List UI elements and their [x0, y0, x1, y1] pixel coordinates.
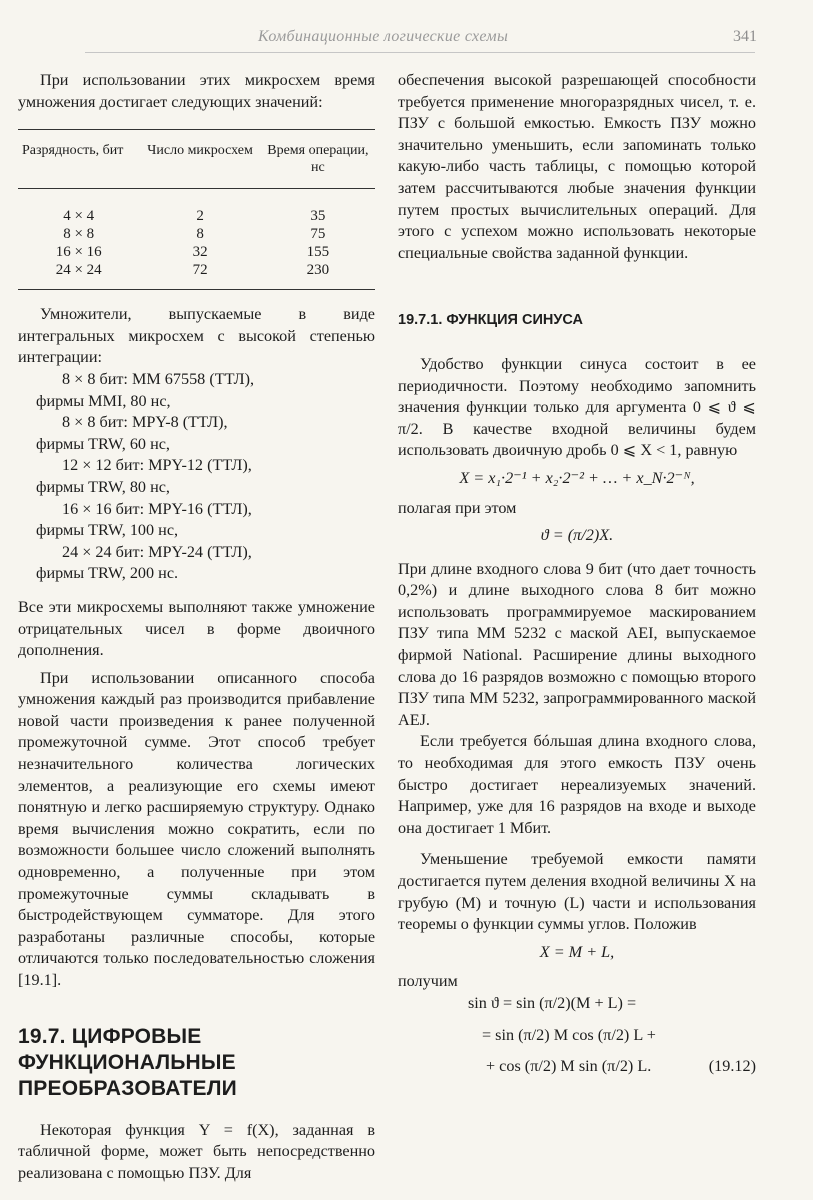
- header-rule: [85, 52, 755, 53]
- table-cell: 4 × 4: [63, 208, 95, 225]
- equation-angle: ϑ = (π/2)X.: [540, 526, 614, 545]
- paragraph: Умножители, выпускаемые в виде интегральных микросхем с высокой степенью интеграции:: [18, 305, 375, 367]
- chip-spec: 8 × 8 бит: MM 67558 (ТТЛ),: [62, 369, 255, 388]
- chip-list: [18, 369, 375, 585]
- table-cell: 35: [310, 208, 326, 225]
- paragraph: При длине входного слова 9 бит (что дает точность 0,2%) и длине выходного слова 8 бит можно использовать программируемое маскированием ПЗУ типа MM 5232 с маской AEI, выпускаемое фирмой National. Расширение длины выходного слова до 16 разрядов возможно с помощью второго ПЗУ типа MM 5232, запрограммированного маской AEJ.: [398, 559, 756, 729]
- chip-firm: фирмы TRW, 200 нс.: [36, 564, 179, 583]
- chip-firm: фирмы TRW, 100 нс,: [36, 521, 179, 540]
- table-cell: 72: [192, 262, 208, 279]
- table-cell: 8 × 8: [63, 226, 95, 243]
- table-cell: 8: [196, 226, 204, 243]
- column-header-bits: Разрядность, бит: [18, 130, 139, 189]
- equation-split: X = M + L,: [539, 942, 615, 961]
- equation-line: sin ϑ = sin (π/2)(M + L) =: [468, 993, 637, 1012]
- equation-binary-fraction: X = x₁·2⁻¹ + x₂·2⁻² + … + x_N·2⁻ᴺ,: [459, 468, 695, 487]
- paragraph: При использовании описанного способа умножения каждый раз производится прибавление новой части произведения к ранее полученной промежуточной сумме. Этот способ требует незначительного количества логических элементов, а реализующие его схемы имеют понятную и легко расширяемую структуру. Однако время вычисления можно сократить, если по возможности большее число сложений выполнять одновременно, а полученные при этом промежуточные суммы складывать в быстродействующем сумматоре. Для этого разработаны различные способы, которые отличаются только последовательностью сложения [19.1].: [18, 668, 375, 989]
- table-cell: 75: [310, 226, 326, 243]
- chip-firm: фирмы MMI, 80 нс,: [36, 391, 171, 410]
- chip-firm: фирмы TRW, 60 нс,: [36, 434, 170, 453]
- table-cell: 32: [192, 244, 208, 261]
- left-column: [18, 70, 375, 1184]
- column-header-time: Время операции, нс: [261, 130, 375, 189]
- paragraph: обеспечения высокой разрешающей способности требуется применение многоразрядных чисел, т. е. ПЗУ с большой емкостью. Емкость ПЗУ можно значительно уменьшить, если запоминать только какую-либо часть таблицы, с помощью которой затем рассчитываются любые значения функции путем простых вычислительных операций. Для этого с успехом можно использовать некоторые специальные свойства заданной функции.: [398, 71, 756, 262]
- table-cell: 16 × 16: [55, 244, 102, 261]
- running-header: [0, 22, 813, 52]
- running-title: Комбинационные логические схемы: [258, 28, 509, 45]
- chip-spec: 16 × 16 бит: MPY-16 (ТТЛ),: [62, 499, 252, 518]
- table-cell: 24 × 24: [55, 262, 102, 279]
- table-cell: 230: [306, 262, 330, 279]
- paragraph: получим: [398, 972, 458, 991]
- equation-line: + cos (π/2) M sin (π/2) L.: [486, 1057, 652, 1076]
- multiplier-table: [18, 129, 375, 290]
- equation-number: (19.12): [708, 1057, 756, 1076]
- right-column: [398, 70, 756, 1078]
- paragraph: Уменьшение требуемой емкости памяти достигается путем деления входной величины X на грубую (M) и точную (L) части и использования теоремы о функции суммы углов. Положив: [398, 850, 756, 934]
- subsection-heading: 19.7.1. ФУНКЦИЯ СИНУСА: [398, 312, 583, 329]
- section-heading: 19.7. ЦИФРОВЫЕ ФУНКЦИОНАЛЬНЫЕ ПРЕОБРАЗОВАТЕЛИ: [18, 1024, 237, 1100]
- column-header-chips: Число микросхем: [139, 130, 260, 189]
- table-cell: 2: [196, 208, 204, 225]
- chip-spec: 24 × 24 бит: MPY-24 (ТТЛ),: [62, 542, 252, 561]
- paragraph: Если требуется бóльшая длина входного слова, то необходимая для этого емкость ПЗУ очень быстро достигает нереализуемых значений. Например, уже для 16 разрядов на входе и выходе она достигает 1 Мбит.: [398, 732, 756, 837]
- table-row: [18, 189, 375, 226]
- equation-sine-sum: [398, 993, 756, 1078]
- paragraph: полагая при этом: [398, 498, 517, 517]
- paragraph: Удобство функции синуса состоит в ее периодичности. Поэтому необходимо запомнить значения функции только для аргумента 0 ⩽ ϑ ⩽ π/2. В качестве входной величины будем использовать двоичную дробь 0 ⩽ X < 1, равную: [398, 354, 756, 460]
- table-cell: 155: [306, 244, 330, 261]
- paragraph: При использовании этих микросхем время умножения достигает следующих значений:: [18, 71, 375, 111]
- table-row: [18, 243, 375, 261]
- chip-spec: 8 × 8 бит: MPY-8 (ТТЛ),: [62, 413, 228, 432]
- chip-spec: 12 × 12 бит: MPY-12 (ТТЛ),: [62, 456, 252, 475]
- paragraph: Некоторая функция Y = f(X), заданная в табличной форме, может быть непосредственно реализована с помощью ПЗУ. Для: [18, 1120, 375, 1182]
- page-number: 341: [733, 28, 757, 45]
- table-row: [18, 261, 375, 290]
- table-row: [18, 225, 375, 243]
- equation-line: = sin (π/2) M cos (π/2) L +: [482, 1025, 656, 1044]
- paragraph: Все эти микросхемы выполняют также умножение отрицательных чисел в форме двоичного дополнения.: [18, 597, 375, 660]
- chip-firm: фирмы TRW, 80 нс,: [36, 477, 170, 496]
